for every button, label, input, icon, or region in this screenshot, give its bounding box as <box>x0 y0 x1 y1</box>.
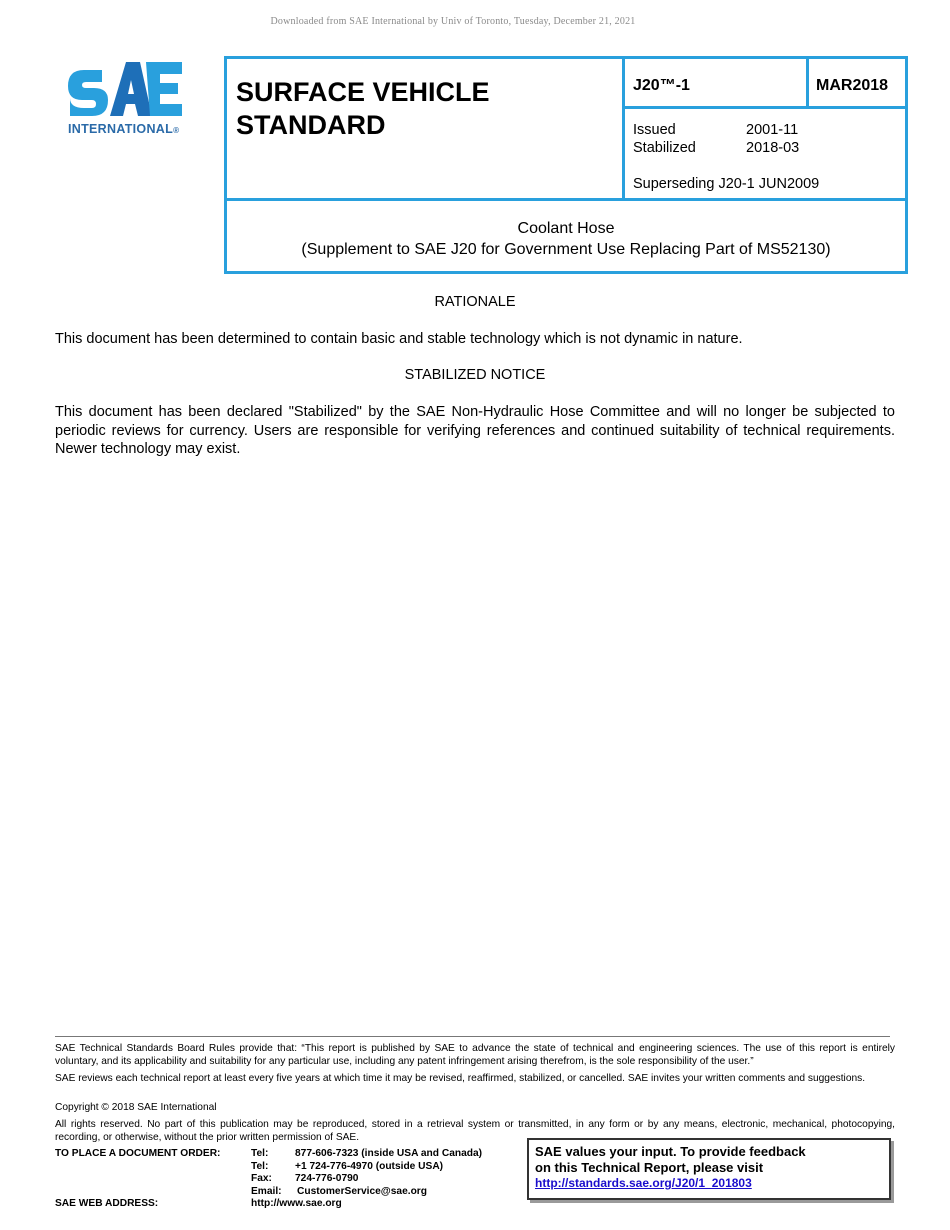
email-label: Email: <box>251 1186 282 1197</box>
header-divider <box>806 56 809 109</box>
stabilized-value: 2018-03 <box>746 140 800 156</box>
web-value: http://www.sae.org <box>251 1198 342 1209</box>
notice-text: This document has been declared "Stabilized" by the SAE Non-Hydraulic Hose Committee and will no longer be subjected to periodic reviews for currency. Users are responsible for verifying references and continued suitability of technical requirements. Newer technology may exist. <box>55 404 895 457</box>
tel1-label: Tel: <box>251 1148 269 1159</box>
order-label: TO PLACE A DOCUMENT ORDER: <box>55 1148 221 1159</box>
document-date: MAR2018 <box>816 77 889 94</box>
feedback-line2: on this Technical Report, please visit <box>535 1159 764 1175</box>
stabilized-label: Stabilized <box>633 140 696 156</box>
tel1-value: 877-606-7323 (inside USA and Canada) <box>295 1148 483 1159</box>
footer-rule <box>55 1036 890 1037</box>
feedback-link[interactable]: http://standards.sae.org/J20/1_201803 <box>535 1176 752 1190</box>
feedback-text <box>535 1144 806 1175</box>
title-line2: (Supplement to SAE J20 for Government Use Replacing Part of MS52130) <box>301 241 831 258</box>
header-divider <box>622 106 908 109</box>
rights-note: All rights reserved. No part of this publication may be reproduced, stored in a retrieval system or transmitted, in any form or by any means, electronic, mechanical, photocopying, recording, or otherwise, without the prior written permission of SAE. <box>55 1119 895 1143</box>
rationale-heading: RATIONALE <box>434 294 516 310</box>
title-line1: Coolant Hose <box>517 220 615 237</box>
feedback-line1: SAE values your input. To provide feedback <box>535 1144 806 1159</box>
standard-type <box>236 76 616 142</box>
header-divider <box>622 56 625 201</box>
rationale-text: This document has been determined to contain basic and stable technology which is not dynamic in nature. <box>55 331 743 347</box>
header-divider <box>224 198 908 201</box>
review-note: SAE reviews each technical report at least every five years at which time it may be revised, reaffirmed, stabilized, or cancelled. SAE invites your written comments and suggestions. <box>55 1073 866 1084</box>
tel2-label: Tel: <box>251 1161 269 1172</box>
email-value: CustomerService@sae.org <box>297 1186 427 1197</box>
web-label: SAE WEB ADDRESS: <box>55 1198 159 1209</box>
issued-label: Issued <box>633 122 676 138</box>
issued-value: 2001-11 <box>746 122 799 138</box>
download-watermark: Downloaded from SAE International by Univ of Toronto, Tuesday, December 21, 2021 <box>270 16 636 27</box>
notice-heading: STABILIZED NOTICE <box>404 367 546 383</box>
superseding-note: Superseding J20-1 JUN2009 <box>633 176 820 192</box>
board-rules-note: SAE Technical Standards Board Rules provide that: “This report is published by SAE to advance the state of technical and engineering sciences. The use of this report is entirely voluntary, and its applicability and suitability for any particular use, including any patent infringement arising therefrom, is the sole responsibility of the user.” <box>55 1043 895 1067</box>
document-title <box>226 218 906 260</box>
standard-type-line2: STANDARD <box>236 110 386 140</box>
document-number: J20™-1 <box>633 77 690 94</box>
fax-label: Fax: <box>251 1173 272 1184</box>
tel2-value: +1 724-776-4970 (outside USA) <box>295 1161 444 1172</box>
copyright: Copyright © 2018 SAE International <box>55 1102 217 1113</box>
standard-type-line1: SURFACE VEHICLE <box>236 77 490 107</box>
logo-wordmark: INTERNATIONAL® <box>68 122 180 136</box>
fax-value: 724-776-0790 <box>295 1173 359 1184</box>
